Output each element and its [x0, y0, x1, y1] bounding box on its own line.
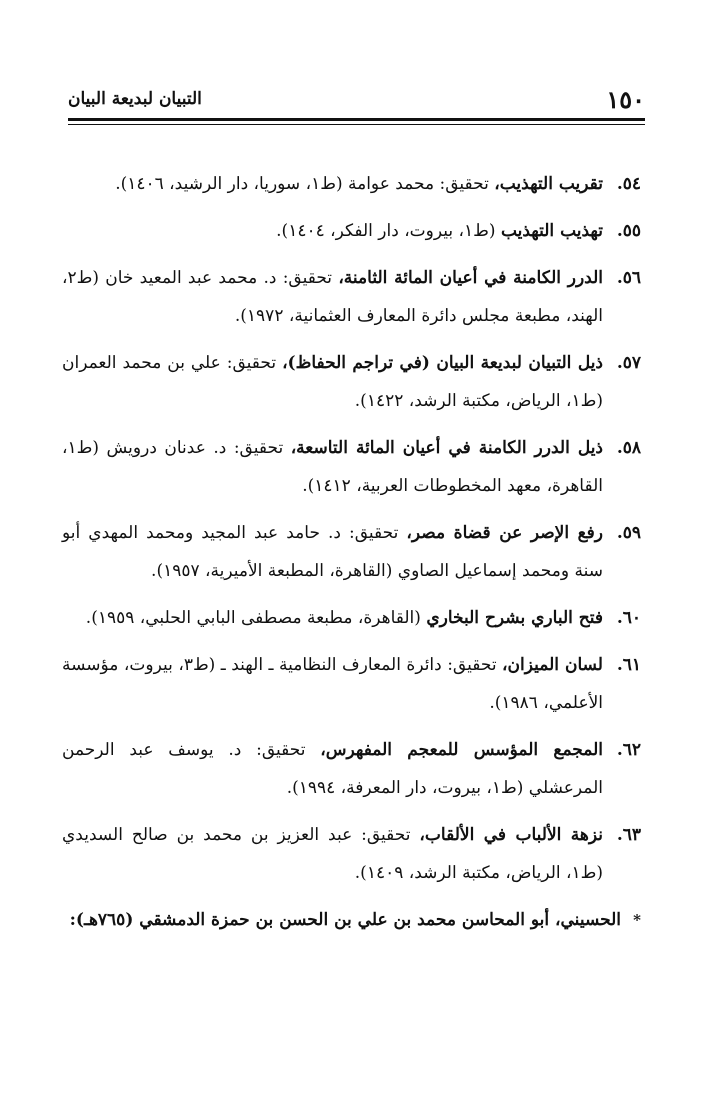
asterisk-marker: *: [633, 911, 641, 929]
entry-number: ٦١.: [616, 655, 641, 675]
header-rule-thick: [68, 118, 645, 121]
bibliography-entry: [62, 212, 641, 250]
entry-number: ٦٠.: [616, 608, 641, 628]
entry-number: ٦٢.: [616, 740, 641, 760]
bibliography-entry: [62, 599, 641, 637]
entry-number: ٦٣.: [616, 825, 641, 845]
bibliography-entry: [62, 429, 641, 505]
entry-title: ذيل التبيان لبديعة البيان (في تراجم الحفاظ)،: [282, 353, 603, 373]
page-number: ١٥٠: [606, 84, 645, 114]
author-note-text: الحسيني، أبو المحاسن محمد بن علي بن الحسن بن حمزة الدمشقي (٧٦٥هـ):: [69, 910, 621, 930]
bibliography-entry: [62, 259, 641, 335]
bibliography-entry: [62, 514, 641, 590]
entry-number: ٥٧.: [616, 353, 641, 373]
entry-details: تحقيق: دائرة المعارف النظامية ـ الهند ـ (ط٣، بيروت، مؤسسة الأعلمي، ١٩٨٦).: [62, 655, 603, 713]
entry-number: ٥٨.: [616, 438, 641, 458]
entry-number: ٥٤.: [616, 174, 641, 194]
entry-title: نزهة الألباب في الألقاب،: [419, 825, 603, 845]
entry-number: ٥٥.: [616, 221, 641, 241]
entry-title: الدرر الكامنة في أعيان المائة الثامنة،: [338, 268, 604, 288]
entry-title: ذيل الدرر الكامنة في أعيان المائة التاسعة،: [290, 438, 604, 458]
entry-number: ٥٩.: [616, 523, 641, 543]
bibliography-entry: [62, 165, 641, 203]
entry-title: المجمع المؤسس للمعجم المفهرس،: [320, 740, 603, 760]
entry-details: (ط١، بيروت، دار الفكر، ١٤٠٤).: [276, 221, 501, 241]
header-rule-thin: [68, 124, 645, 125]
entry-details: تحقيق: د. يوسف عبد الرحمن المرعشلي (ط١، بيروت، دار المعرفة، ١٩٩٤).: [62, 740, 603, 798]
entry-title: تقريب التهذيب،: [494, 174, 603, 194]
entry-details: تحقيق: د. حامد عبد المجيد ومحمد المهدي أبو سنة ومحمد إسماعيل الصاوي (القاهرة، المطبعة الأميرية، ١٩٥٧).: [62, 523, 603, 581]
bibliography-entry: [62, 816, 641, 892]
bibliography-entry: [62, 344, 641, 420]
running-title: التبيان لبديعة البيان: [68, 89, 202, 109]
bibliography-entry: [62, 731, 641, 807]
entry-title: فتح الباري بشرح البخاري: [426, 608, 603, 628]
page-header: [68, 82, 645, 116]
entry-title: تهذيب التهذيب: [500, 221, 603, 241]
bibliography-entry: [62, 646, 641, 722]
entry-details: تحقيق: محمد عوامة (ط١، سوريا، دار الرشيد، ١٤٠٦).: [115, 174, 495, 194]
entry-details: تحقيق: عبد العزيز بن محمد بن صالح السديدي (ط١، الرياض، مكتبة الرشد، ١٤٠٩).: [62, 825, 603, 883]
entry-title: لسان الميزان،: [502, 655, 603, 675]
entry-details: (القاهرة، مطبعة مصطفى البابي الحلبي، ١٩٥٩).: [85, 608, 427, 628]
entry-title: رفع الإصر عن قضاة مصر،: [406, 523, 604, 543]
entry-details: تحقيق: د. محمد عبد المعيد خان (ط٢، الهند، مطبعة مجلس دائرة المعارف العثمانية، ١٩٧٢).: [62, 268, 603, 326]
bibliography-list: [62, 165, 641, 948]
entry-details: تحقيق: د. عدنان درويش (ط١، القاهرة، معهد المخطوطات العربية، ١٤١٢).: [62, 438, 603, 496]
entry-number: ٥٦.: [616, 268, 641, 288]
entry-details: تحقيق: علي بن محمد العمران (ط١، الرياض، مكتبة الرشد، ١٤٢٢).: [62, 353, 603, 411]
author-note: [62, 901, 641, 939]
